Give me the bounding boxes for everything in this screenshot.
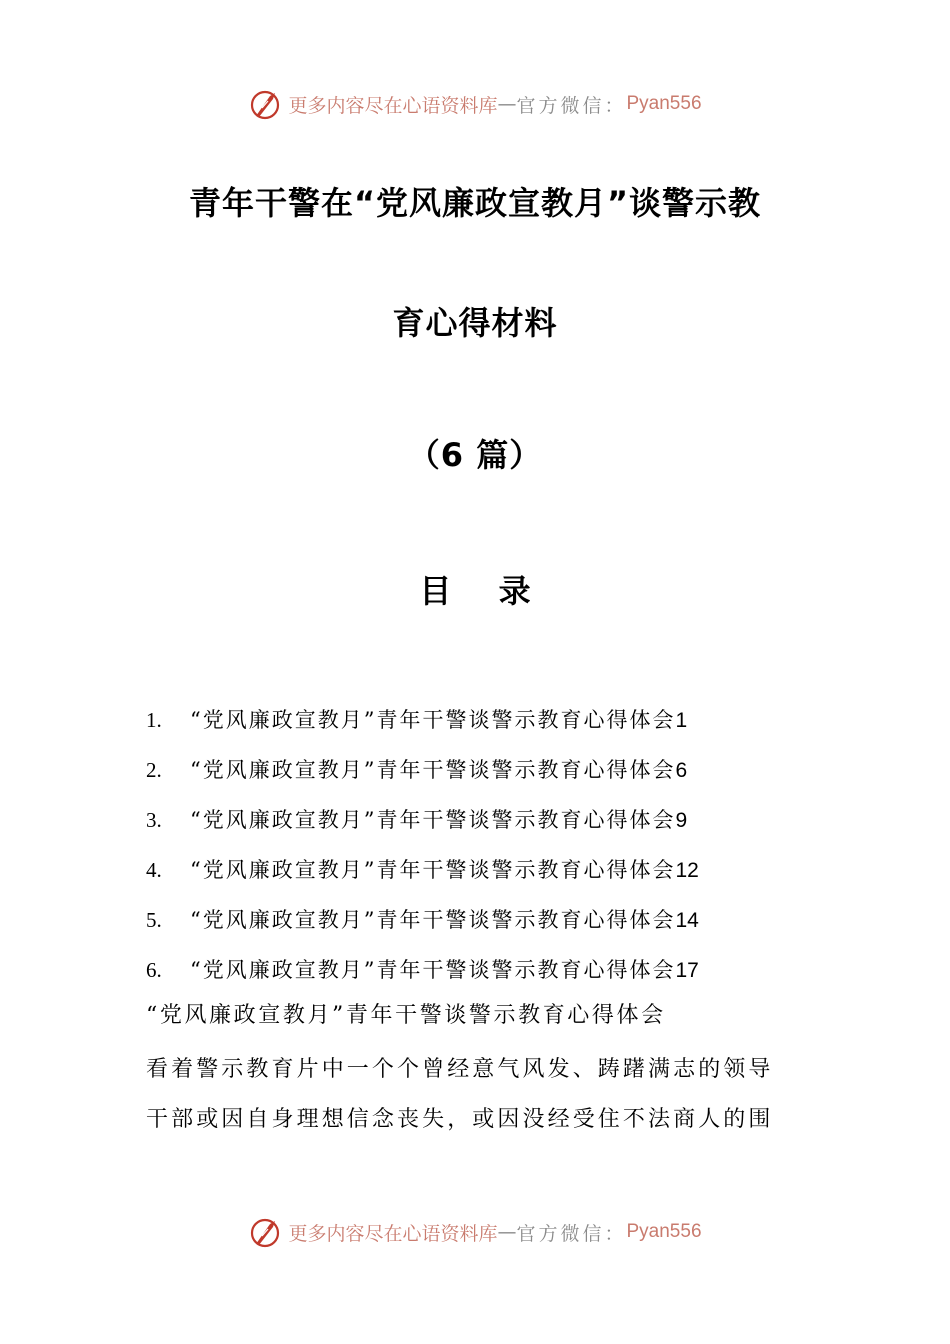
toc-item-page: 17 [675,959,699,982]
toc-item-number: 1. [146,708,162,732]
section-title: “党风廉政宣教月”青年干警谈警示教育心得体会 [146,1003,666,1028]
toc-item-number: 4. [146,858,162,882]
banner-text: 更多内容尽在心语资料库 [288,1222,498,1245]
toc-item[interactable] [146,850,846,900]
toc-item-page: 14 [675,909,699,932]
banner-dash: — [497,93,517,115]
banner-wechat-label: 官方微信： [516,1222,627,1245]
toc-item-number: 6. [146,958,162,982]
pen-logo-icon [248,86,284,122]
toc-item-number: 5. [146,908,162,932]
toc-item-text: “党风廉政宣教月”青年干警谈警示教育心得体会 [190,758,676,782]
banner-wechat-label: 官方微信： [516,94,627,117]
toc-item[interactable] [146,700,846,750]
document-title-line1: 青年干警在“党风廉政宣教月”谈警示教 [188,184,762,222]
banner-text: 更多内容尽在心语资料库 [288,94,498,117]
pen-logo-icon [248,1214,284,1250]
body-paragraph-line: 看着警示教育片中一个个曾经意气风发、踌躇满志的领导 [146,1057,774,1082]
document-title-line2: 育心得材料 [392,304,558,342]
toc-item-text: “党风廉政宣教月”青年干警谈警示教育心得体会 [190,908,676,932]
banner-wechat-id: Pyan556 [626,1221,702,1242]
toc-item[interactable] [146,750,846,800]
toc-item-text: “党风廉政宣教月”青年干警谈警示教育心得体会 [190,958,676,982]
toc-item-text: “党风廉政宣教月”青年干警谈警示教育心得体会 [190,858,676,882]
toc-item-page: 1 [675,709,688,732]
toc-item-page: 12 [675,859,699,882]
body-paragraph-line: 干部或因自身理想信念丧失，或因没经受住不法商人的围 [146,1107,774,1132]
footer-banner [0,1212,950,1252]
banner-dash: — [497,1221,517,1243]
banner-wechat-id: Pyan556 [626,93,702,114]
toc-item[interactable] [146,800,846,850]
toc-item[interactable] [146,950,846,1000]
toc-item-page: 9 [675,809,688,832]
toc-item-number: 3. [146,808,162,832]
toc-item-text: “党风廉政宣教月”青年干警谈警示教育心得体会 [190,808,676,832]
toc-item-number: 2. [146,758,162,782]
document-count: （6 篇） [407,436,543,474]
toc-heading: 目 录 [419,572,549,610]
table-of-contents [146,700,846,1000]
toc-item-text: “党风廉政宣教月”青年干警谈警示教育心得体会 [190,708,676,732]
header-banner [0,84,950,124]
toc-item[interactable] [146,900,846,950]
toc-item-page: 6 [675,759,688,782]
